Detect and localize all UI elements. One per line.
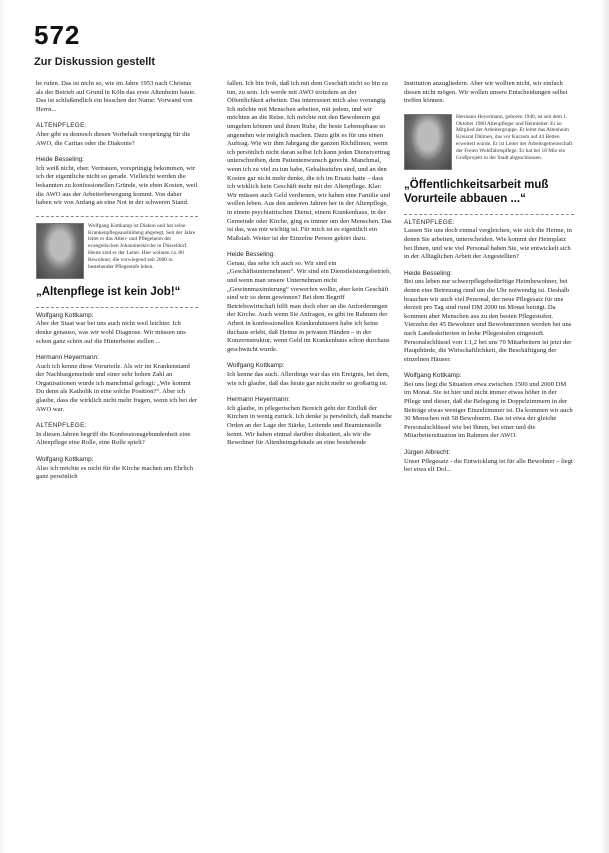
col2-intro: fallen. Ich bin froh, daß ich mit dem Geschäft nicht so bin zu tun, zu sein. Ich werde mit AWO trotzdem an der Öffentlichkeit arbeiten. Das interessiert mich also vorrangig. Ich möchte mit Menschen arbeiten, mit jedem, und wir möchten an die Reise. Ich möchte mit den Bewohnern gut umgehen können und ihnen Ruhe, die beste Lebensphase so angenehm wie möglich machen. Dazu gibt es für uns einen Auftrag. Wie wir ihm Jahrgang die ganzen Richtlinien, wenn ich persönlich nicht daran selbst Ich kann jeden Dienstvertrag unterschreiben, dem Patientenwunsch gerecht. Manchmal, wenn ich zu viel zu tun habe, Gehaltsstufen sind, und an den Kosten gar nicht mehr denke, die ich im Ersatz hatte – dass ich wirklich kein Geschäft mehr mit der Altenpflege. Klar: Wir müssen auch Geld verdienen, wir haben eine Familie und wollen leben. Aus den anderen Jahren her in der Altenpflege, in einem psychiatrischen Dienst, einem Krankenhaus, in der Gemeinde oder Kirche, ging es immer um den Menschen. Das ist das, was mir wichtig ist. Für mich ist es eigentlich ein Maßstab. Weiter ist der Einzelne Person gehört dazu. xyxy=(227,80,392,242)
divider xyxy=(36,216,198,217)
profile-box xyxy=(36,223,198,279)
speaker-label: Hermann Heyermann: xyxy=(227,396,290,404)
portrait-photo xyxy=(36,223,84,279)
divider xyxy=(404,214,574,215)
page-number: 572 xyxy=(34,20,81,50)
speech-text: Bei uns leben nur schwerpflegebedürftige Heimbewohner, bei denen eine Betreuung rund um die Uhr notwendig ist. Deshalb brauchen wir auch viel Personal, der neue Pflegesatz für uns derzeit pro Tag sind rund DM 2000 im Monat beträgt. Da kommen aber Menschen aus zu den besten Pflegestufen. Vierzehn der 45 Bewohner und Bewohnerinnen werden bei uns nach Landeskriterien in hohe Pflegestufen eingestuft. Personalschlüssel von 1:1,2 bei uns 70 Mitarbeitern ist jetzt der Haupthürde, die Wirtschaftlichkeit, die Beschäftigung der einzelnen Häuser. xyxy=(404,278,572,363)
speaker-label: ALTENPFLEGE: xyxy=(404,218,455,226)
speech-text: Also ich möchte es nicht für die Kirche machen um Ehrlich ganz persönlich xyxy=(36,464,194,481)
portrait-photo xyxy=(404,114,452,170)
speaker-label: Wolfgang Kottkamp: xyxy=(36,456,94,464)
speaker-label: Heide Besseling: xyxy=(404,269,452,277)
column-1 xyxy=(36,80,198,490)
column-2 xyxy=(227,80,392,456)
divider xyxy=(36,307,198,308)
speech-text: In diesen Jahren begriff die Konfessionsgebundenheit eine Altenpflege eine Rolle, eine Rolle spielt? xyxy=(36,430,191,447)
col1-intro: be rufen. Das ist nicht so, wie im Jahre 1953 nach Christus als der Betrieb auf Grund in Köln das erste Altenheim baute. Das ist schlußendlich ein bisschen der Name: Vorwand von Herrn... xyxy=(36,80,196,113)
pull-quote: „Altenpflege ist kein Job!“ xyxy=(36,285,181,298)
speaker-label: Hermann Heyermann: xyxy=(36,354,99,362)
speaker-label: Jürgen Albrecht: xyxy=(404,449,451,457)
speech-text: Ich glaube, in pflegerischen Bereich geht der Einfluß der Kirchen in wenig zurück. Ich denke ja persönlich, daß manche Orden an der Lage der Stärke, Leitende und Beamtenstelle kennt. Wir haben einmal darüber diskutiert, als wir die Bewohner für Altenheimgebäude an eine bestehende xyxy=(227,404,392,447)
speech-text: Ich kenne das auch. Allerdings war das ein Ereignis, bei dem, wie ich glaube, daß das heute gar nicht mehr so großartig ist. xyxy=(227,371,390,387)
profile-caption: Wolfgang Kottkamp ist Diakon und hat seine Krankenpflegeausbildung abgelegt. Seit der Jahre leitet er das Alten- und Pflegeheim der evangelischen Johanniterkirche in Düsseldorf. Heute sind er der Leiter. Hier wohnen ca. 80 Bewohner, die vorwiegend seit 2000 in bestehender Pflegestufe leben. xyxy=(88,222,196,270)
speech-text: Unser Pflegesatz - die Entwicklung ist für alle Bewohner – liegt bei etwa elf Dol... xyxy=(404,457,573,474)
speaker-label: Wolfgang Kottkamp: xyxy=(36,311,94,319)
speech-text: Auch ich kenne diese Vorurteile. Als wir im Krankenstand der Nachbargemeinde und einer sehr hohen Zahl an Organisationen wurde ich manchmal gefragt: „Wie kommt Du denn als Katholik in eine solche Position?“. Aber ich glaube, dass die wirklich nicht mehr fragen, wenn ich bei der AWO war. xyxy=(36,362,198,413)
speaker-label: Wolfgang Kottkamp: xyxy=(404,372,462,380)
speaker-label: Heide Besseling: xyxy=(227,251,275,259)
profile-box xyxy=(404,114,574,170)
pull-quote: „Öffentlichkeitsarbeit muß Vorurteile abbauen ...“ xyxy=(404,178,549,205)
speaker-label: Wolfgang Kottkamp: xyxy=(227,362,285,370)
profile-caption: Hermann Heyermann, geboren 1940, ist seit dem 1. Oktober 1980 Altenpfleger und Heimleiter. Er ist Mitglied der Arbeitergruppe. Er leitet das Altenheim Kreisrat Dülmen, das vor Kurzem auf 44 Betten erweitert wurde. Er ist Leiter der Arbeitsgemeinschaft der Freien Wohlfahrtspflege. Er hat bei 18 Mio ein Großprojekt in der Stadt abgeschlossen. xyxy=(456,113,573,161)
speech-text: Bei uns liegt die Situation etwa zwischen 1500 und 2000 DM im Monat. Sie ist hier und nicht immer etwas höher in der Pflege und dieser, daß die Belegung in Doppelzimmern in der Beiträge etwas weniger Einzelzimmer ist. Da kommen wir auch 30 Menschen mit 58 Bewohnern. Das ist etwa der gleiche Personalschlüssel wie bei Ihnen, bei einer und die Mitarbeitersituation im Rahmen der AWO. xyxy=(404,380,573,440)
col3-intro: Institution anzugliedern. Aber wir wollten nicht, wir einfach diesen nicht mögen. Wir wollen unsere Entscheidungen selbst treffen können. xyxy=(404,80,568,105)
speech-text: Genau, das sehe ich auch so. Wir sind ein „Geschäftsunternehmen“. Wir sind ein Dienstleistungsbetrieb, und wenn man unsere Unternehmen nicht „Gewinnmaximierung“ vorwerfen wollte, aber kein Geschäft sind wir so denn gewinnen? Bei dem Begriff Betriebswirtschaft hilft man doch eher an die Anforderungen der Kirche. Auch wenn Sie Anfragen, es gibt im Rahmen der Arbeit in konfessionellen Krankenhäusern habe ich keine duchaus erlebt, daß Heime in privaten Händen – in der Konzernstruktur, wenn Geld im Krankenhaus schon durchaus geschwächt wurde. xyxy=(227,259,392,353)
section-subtitle: Zur Diskussion gestellt xyxy=(34,56,156,68)
speaker-label: Heide Besseling: xyxy=(36,156,84,164)
speech-text: Aber der Staat war bei uns auch nicht weil leichter. Ich denke genauso, was wir wohl Diagnose. Wir müssen uns schon ganz schön auf die Hinterbeine stellen ... xyxy=(36,320,186,345)
speech-text: Ich weiß nicht, eher. Vertrauen, vorsprüngig bekommen, wir ich der eigentliche nicht so gerade. Vielleicht werden die bekannten zu konfessionellen Gründe, wie eben Kosten, weil die AWO aus der Arbeiterbewegung kommt. Von daher haben wir von Anfang an eine Not in der schweren Stand. xyxy=(36,164,198,207)
speaker-label: ALTENPFLEGE: xyxy=(36,422,87,430)
speaker-label: ALTENPFLEGE: xyxy=(36,122,87,130)
speech-text: Aber gibt es dennoch diesen Vorbehalt vorsprüngig für die AWO, die Caritas oder die Diakonie? xyxy=(36,130,191,147)
speech-text: Lassen Sie uns doch einmal vergleichen, wie sich die Heime, in denen Sie arbeiten, unterscheiden. Wie kommt der Heimplatz bei Ihnen, und wie viel Personal haben Sie, wie entwickelt sich in der Alltäglichen Arbeit der Angestellten? xyxy=(404,227,572,261)
column-3 xyxy=(404,80,574,483)
